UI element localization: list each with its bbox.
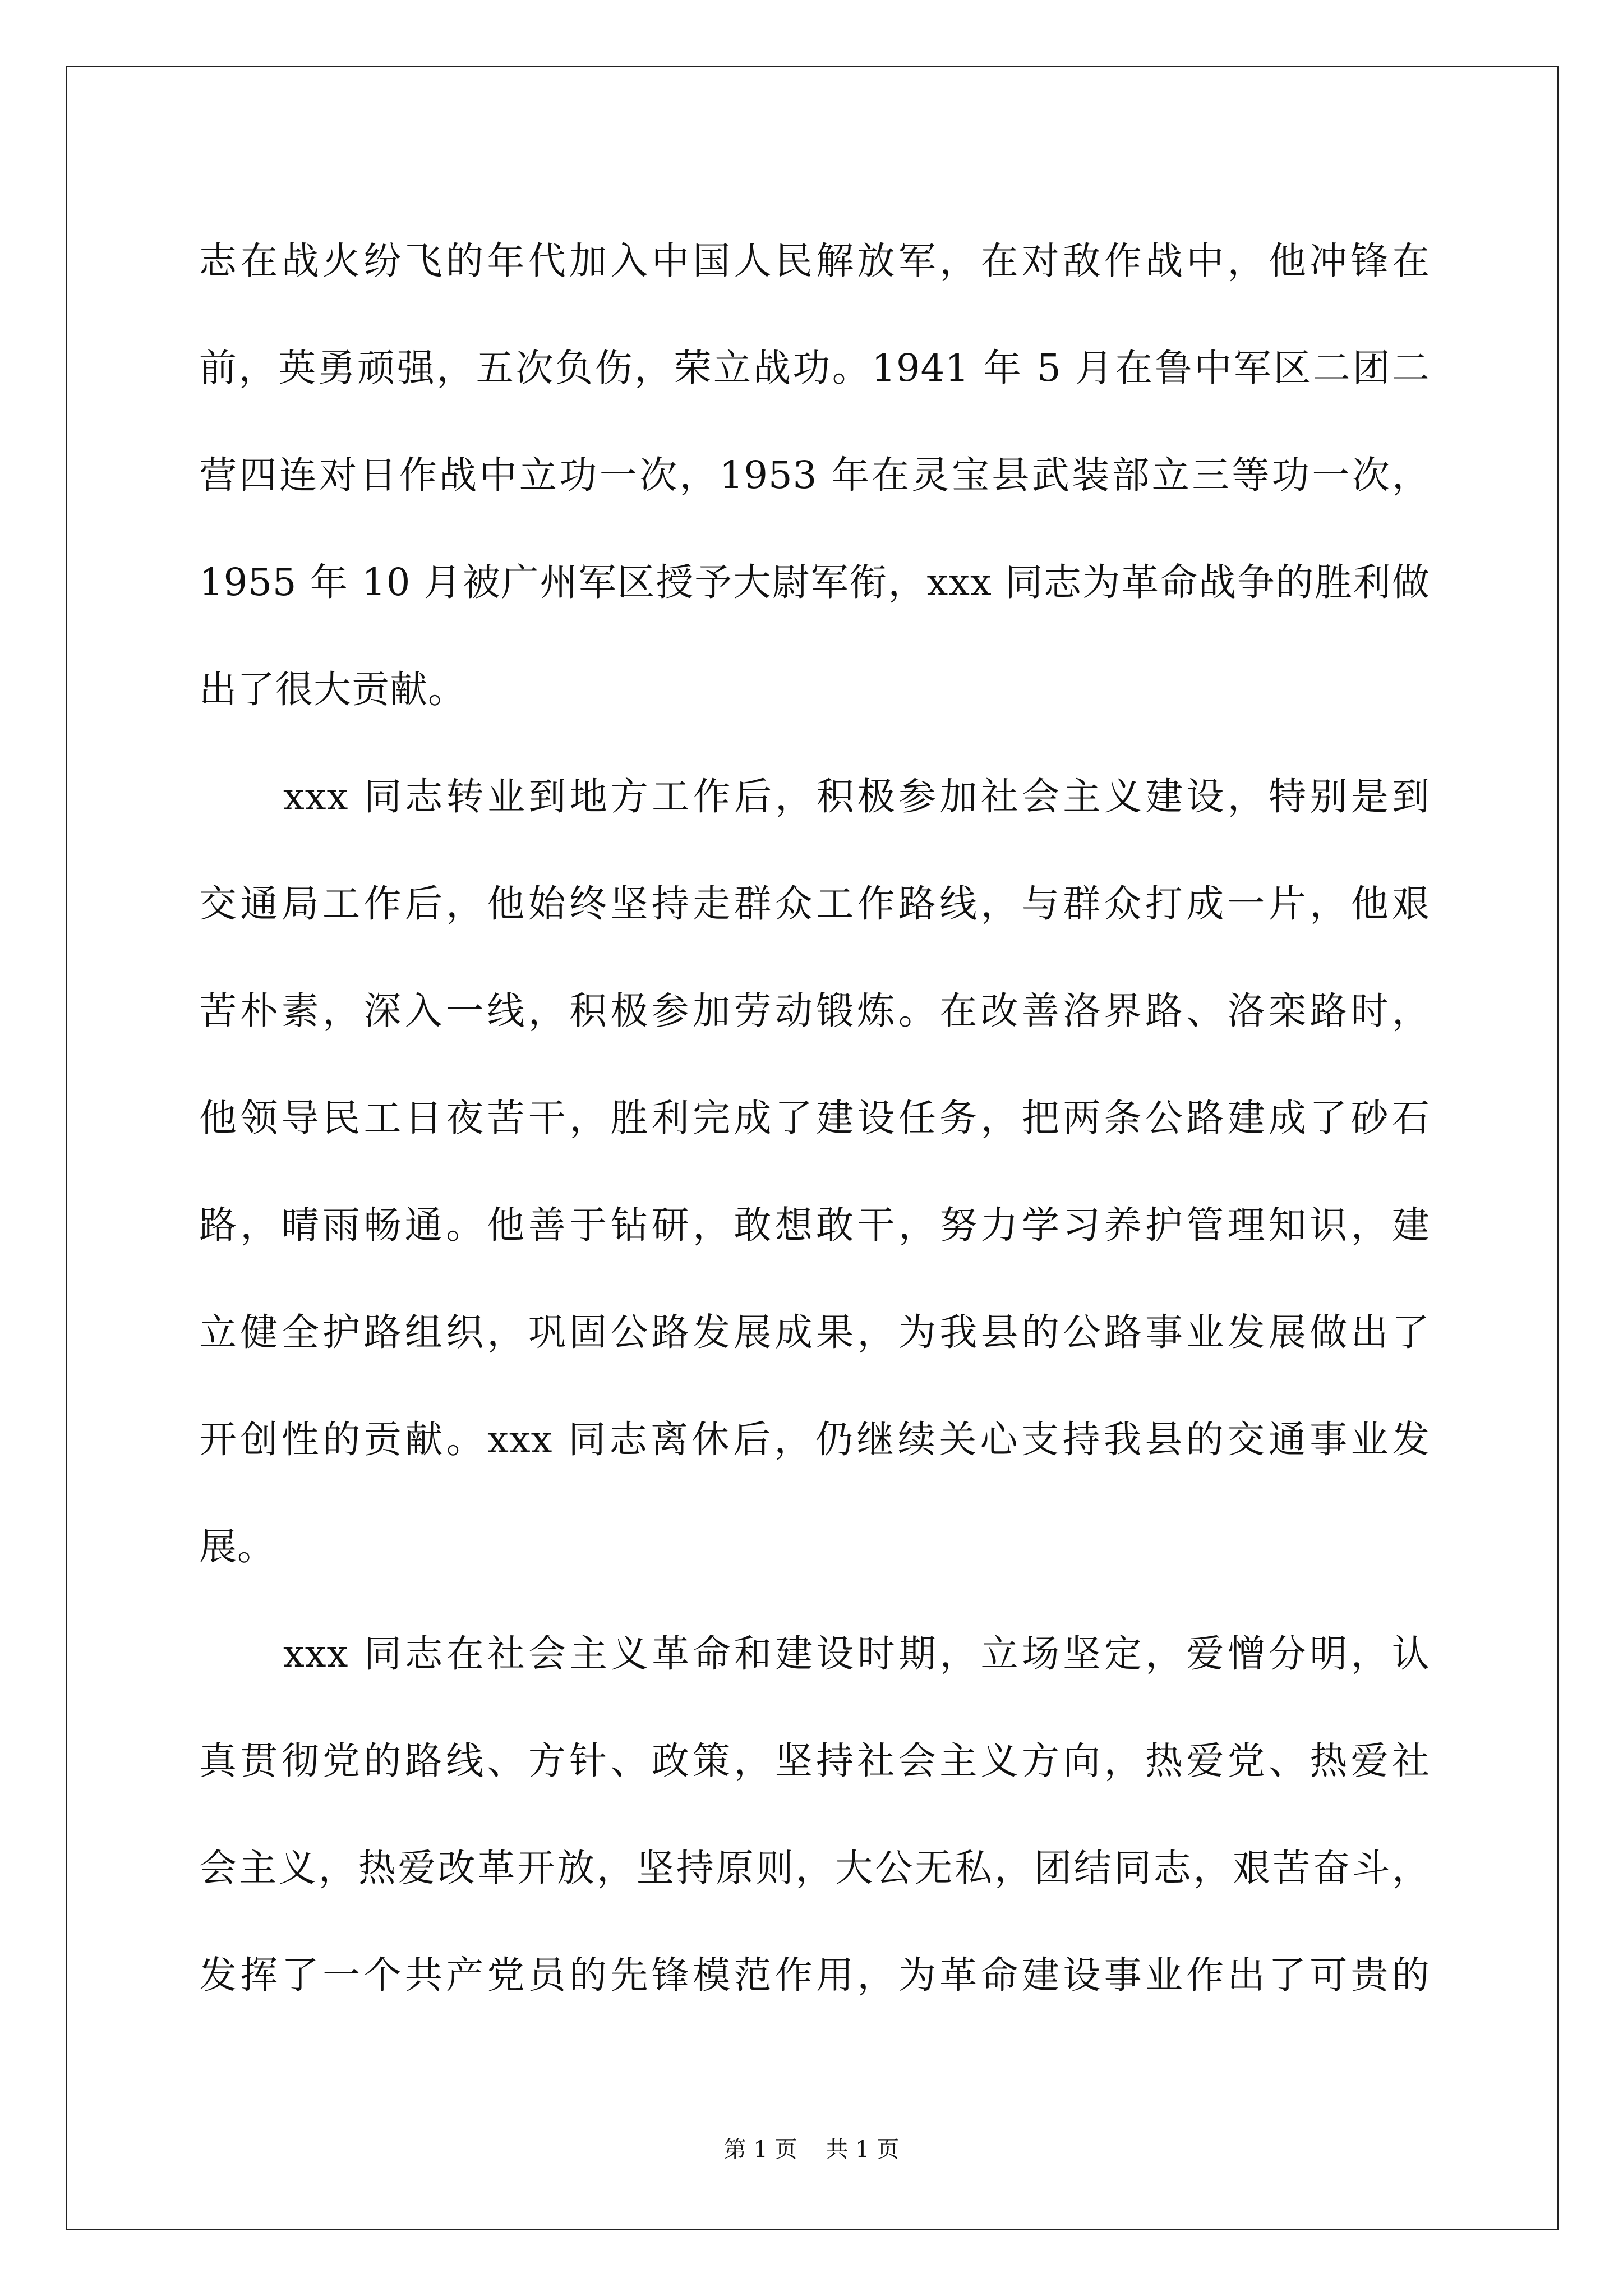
- text-line: 开创性的贡献。xxx 同志离休后，仍继续关心支持我县的交通事业发: [199, 1418, 1430, 1461]
- page-total: 共 1 页: [826, 2137, 900, 2162]
- document-body: [199, 208, 1430, 2029]
- text-line: 他领导民工日夜苦干，胜利完成了建设任务，把两条公路建成了砂石: [199, 1096, 1430, 1140]
- text-line: 营四连对日作战中立功一次，1953 年在灵宝县武装部立三等功一次，: [199, 453, 1430, 497]
- text-line: 交通局工作后，他始终坚持走群众工作路线，与群众打成一片，他艰: [199, 882, 1430, 926]
- text-line: 前，英勇顽强，五次负伤，荣立战功。1941 年 5 月在鲁中军区二团二: [199, 346, 1430, 390]
- text-line: 真贯彻党的路线、方针、政策，坚持社会主义方向，热爱党、热爱社: [199, 1739, 1430, 1783]
- text-line: xxx 同志在社会主义革命和建设时期，立场坚定，爱憎分明，认: [283, 1632, 1430, 1676]
- text-line: 会主义，热爱改革开放，坚持原则，大公无私，团结同志，艰苦奋斗，: [199, 1846, 1430, 1890]
- text-line: 路，晴雨畅通。他善于钻研，敢想敢干，努力学习养护管理知识，建: [199, 1203, 1430, 1247]
- text-line: 1955 年 10 月被广州军区授予大尉军衔，xxx 同志为革命战争的胜利做: [199, 560, 1430, 604]
- text-line: 苦朴素，深入一线，积极参加劳动锻炼。在改善洛界路、洛栾路时，: [199, 989, 1430, 1033]
- text-line: 立健全护路组织，巩固公路发展成果，为我县的公路事业发展做出了: [199, 1310, 1430, 1354]
- page-number: 第 1 页: [723, 2137, 797, 2162]
- text-line: 出了很大贡献。: [199, 668, 466, 711]
- page-footer: [0, 2136, 1623, 2164]
- footer-separator: [797, 2137, 826, 2162]
- text-line: xxx 同志转业到地方工作后，积极参加社会主义建设，特别是到: [283, 775, 1430, 818]
- text-line: 发挥了一个共产党员的先锋模范作用，为革命建设事业作出了可贵的: [199, 1953, 1430, 1997]
- text-line: 志在战火纷飞的年代加入中国人民解放军，在对敌作战中，他冲锋在: [199, 239, 1430, 283]
- text-line: 展。: [199, 1525, 275, 1568]
